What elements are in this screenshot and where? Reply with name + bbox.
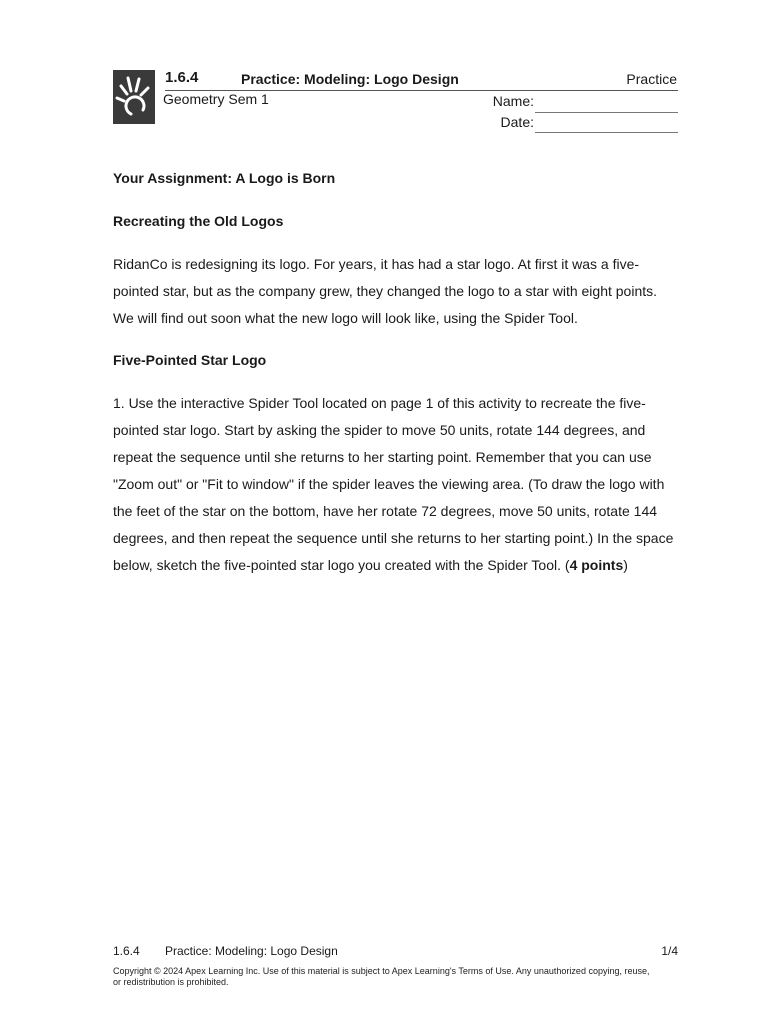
lesson-title: Practice: Modeling: Logo Design	[241, 71, 459, 87]
date-field[interactable]	[535, 132, 678, 133]
lesson-number: 1.6.4	[165, 69, 199, 86]
section-heading-five-pointed-star: Five-Pointed Star Logo	[113, 352, 267, 368]
course-name: Geometry Sem 1	[163, 91, 269, 107]
question-1-text: 1. Use the interactive Spider Tool located on page 1 of this activity to recreate the five-pointed star logo. Start by asking the spider to move 50 units, rotate 144 degrees, and repeat the sequence until she returns to her starting point. Remember that you can use "Zoom out" or "Fit to window" if the spider leaves the viewing area. (To draw the logo with the feet of the star on the bottom, have her rotate 72 degrees, move 50 units, rotate 144 degrees, and then repeat the sequence until she returns to her starting point.) In the space below, sketch the five-pointed star logo you created with the Spider Tool. (	[113, 395, 674, 573]
assignment-heading: Your Assignment: A Logo is Born	[113, 170, 336, 186]
question-1-close: )	[623, 557, 628, 573]
date-label: Date:	[500, 114, 534, 130]
name-label: Name:	[492, 93, 534, 109]
footer-lesson-number: 1.6.4	[113, 944, 140, 958]
name-field[interactable]	[535, 112, 678, 113]
question-1-points: 4 points	[569, 557, 624, 573]
copyright-notice: Copyright © 2024 Apex Learning Inc. Use of this material is subject to Apex Learning's Terms of Use. Any unauthorized copying, reuse, or redistribution is prohibited.	[113, 966, 650, 987]
question-1	[113, 390, 681, 579]
section-heading-old-logos: Recreating the Old Logos	[113, 213, 284, 229]
page-number: 1/4	[661, 944, 678, 958]
intro-paragraph: RidanCo is redesigning its logo. For years, it has had a star logo. At first it was a five-pointed star, but as the company grew, they changed the logo to a star with eight points. We will find out soon what the new logo will look like, using the Spider Tool.	[113, 256, 658, 326]
apex-learning-logo-icon	[113, 70, 155, 124]
footer-lesson-title: Practice: Modeling: Logo Design	[165, 944, 338, 958]
assignment-content	[113, 167, 681, 579]
document-type: Practice	[626, 71, 677, 87]
